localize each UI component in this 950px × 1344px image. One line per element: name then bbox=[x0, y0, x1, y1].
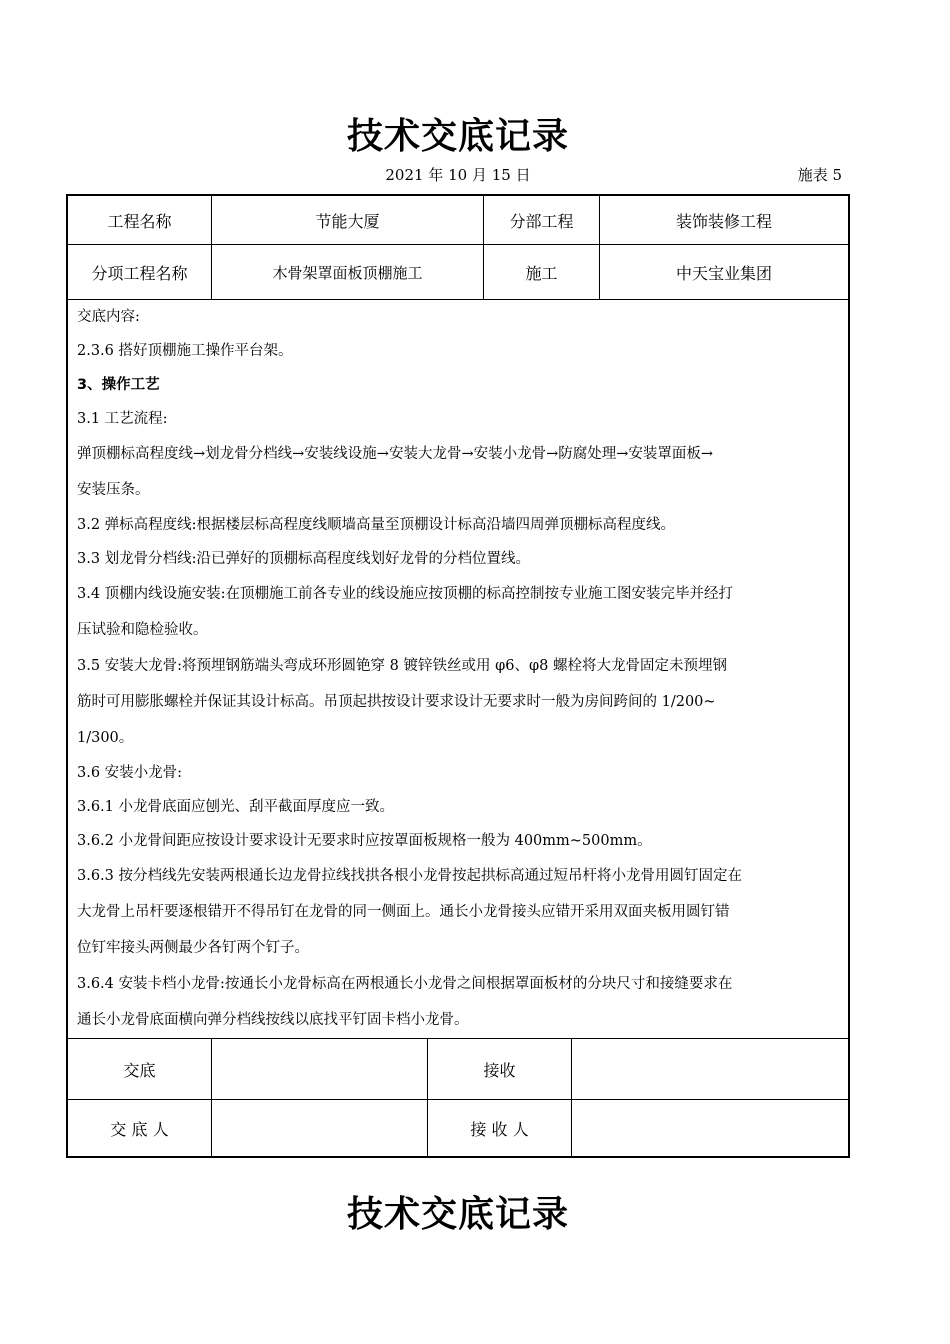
content-line: 筋时可用膨胀螺栓并保证其设计标高。吊顶起拱按设计要求设计无要求时一般为房间跨间的 1/200~ bbox=[77, 694, 716, 710]
content-line: 3.6.4 安装卡档小龙骨:按通长小龙骨标高在两根通长小龙骨之间根据罩面板材的分块尺寸和接缝要求在 bbox=[77, 976, 733, 992]
handover-person-label: 交 底 人 bbox=[110, 1119, 169, 1139]
content-line: 3.4 顶棚内线设施安装:在顶棚施工前各专业的线设施应按顶棚的标高控制按专业施工图安装完毕并经打 bbox=[77, 586, 734, 602]
handover-label: 交底 bbox=[123, 1060, 156, 1080]
construction-label: 施工 bbox=[525, 263, 558, 283]
content-line: 1/300。 bbox=[77, 730, 134, 746]
subitem-value: 木骨架罩面板顶棚施工 bbox=[272, 263, 423, 282]
content-line: 3.6.1 小龙骨底面应刨光、刮平截面厚度应一致。 bbox=[77, 799, 395, 815]
content-line: 2.3.6 搭好顶棚施工操作平台架。 bbox=[77, 343, 293, 359]
content-line: 3.6.3 按分档线先安装两根通长边龙骨拉线找拱各根小龙骨按起拱标高通过短吊杆将小龙骨用圆钉固定在 bbox=[77, 868, 742, 884]
content-line: 弹顶棚标高程度线→划龙骨分档线→安装线设施→安装大龙骨→安装小龙骨→防腐处理→安装罩面板→ bbox=[77, 446, 714, 462]
handover-content bbox=[77, 300, 840, 1038]
content-line: 3.3 划龙骨分档线:沿已弹好的顶棚标高程度线划好龙骨的分档位置线。 bbox=[77, 551, 531, 567]
next-page-title: 技术交底记录 bbox=[346, 1194, 569, 1235]
receive-value bbox=[572, 1039, 848, 1099]
content-line: 压试验和隐检验收。 bbox=[77, 622, 208, 638]
form-number: 施表 5 bbox=[797, 166, 842, 184]
receive-label: 接收 bbox=[483, 1060, 516, 1080]
content-line: 通长小龙骨底面横向弹分档线按线以底找平钉固卡档小龙骨。 bbox=[77, 1012, 469, 1028]
content-line: 大龙骨上吊杆要逐根错开不得吊钉在龙骨的同一侧面上。通长小龙骨接头应错开采用双面夹板用圆钉错 bbox=[77, 904, 730, 920]
handover-value bbox=[212, 1039, 427, 1099]
project-name-value: 节能大厦 bbox=[315, 211, 380, 231]
content-line: 位钉牢接头两侧最少各钉两个钉子。 bbox=[77, 940, 309, 956]
division-value: 装饰装修工程 bbox=[675, 211, 772, 231]
receiver-value bbox=[572, 1100, 848, 1156]
content-line: 3.1 工艺流程: bbox=[77, 411, 168, 427]
subitem-label: 分项工程名称 bbox=[91, 263, 188, 283]
content-line: 3.2 弹标高程度线:根据楼层标高程度线顺墙高量至顶棚设计标高沿墙四周弹顶棚标高程度线。 bbox=[77, 517, 676, 533]
division-label: 分部工程 bbox=[509, 211, 574, 231]
content-line: 安装压条。 bbox=[77, 482, 150, 498]
date-text: 2021 年 10 月 15 日 bbox=[385, 166, 531, 184]
construction-value: 中天宝业集团 bbox=[675, 263, 772, 283]
project-name-label: 工程名称 bbox=[107, 211, 172, 231]
content-line: 交底内容: bbox=[77, 309, 140, 325]
content-line: 3.6 安装小龙骨: bbox=[77, 765, 183, 781]
section-heading: 3、操作工艺 bbox=[77, 377, 160, 393]
content-line: 3.6.2 小龙骨间距应按设计要求设计无要求时应按罩面板规格一般为 400mm~500mm。 bbox=[77, 833, 652, 849]
content-line: 3.5 安装大龙骨:将预埋钢筋端头弯成环形圆铯穿 8 镀锌铁丝或用 φ6、φ8 螺栓将大龙骨固定未预埋钢 bbox=[77, 658, 727, 674]
receiver-label: 接 收 人 bbox=[470, 1119, 529, 1139]
handover-person-value bbox=[212, 1100, 427, 1156]
page-title: 技术交底记录 bbox=[346, 116, 569, 157]
record-table bbox=[66, 194, 850, 1158]
